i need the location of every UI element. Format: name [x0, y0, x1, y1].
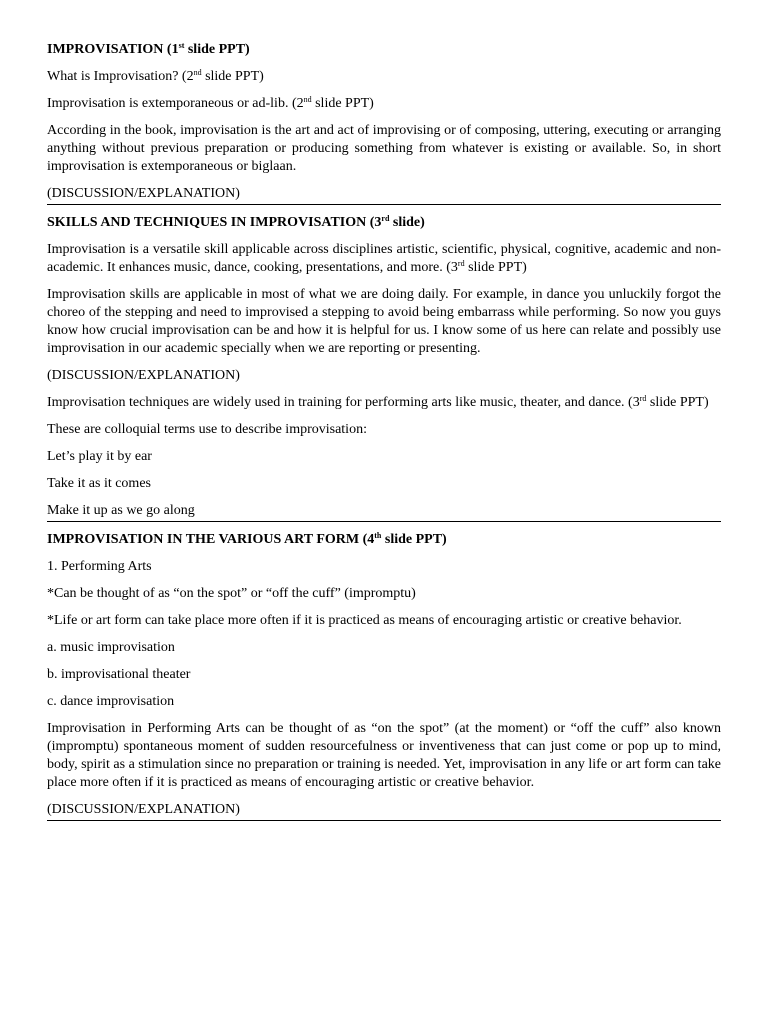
discussion-note: (DISCUSSION/EXPLANATION)	[47, 368, 240, 383]
ordinal-superscript: nd	[303, 95, 312, 104]
daily-use-paragraph: Improvisation skills are applicable in most of what we are doing daily. For example, in dance you unluckily forgot the choreo of the stepping and need to improvised a stepping to avoid being embarrass while performing. So now you guys know how crucial improvisation can be and how it is helpful for us. I know some of us here can relate and possibly use improvisation in our academic specially when we are reporting or presenting.	[47, 287, 721, 356]
sub-item-dance: c. dance improvisation	[47, 694, 175, 709]
paragraph-text: Improvisation techniques are widely used in training for performing arts like music, theater, and dance. (3	[47, 395, 640, 410]
ordinal-superscript: st	[178, 41, 185, 50]
paragraph-text-suffix: slide PPT)	[464, 260, 527, 275]
colloquial-intro: These are colloquial terms use to describe improvisation:	[47, 422, 367, 437]
question-text: What is Improvisation? (2	[47, 69, 194, 84]
colloquial-term: Let’s play it by ear	[47, 449, 152, 464]
discussion-note: (DISCUSSION/EXPLANATION)	[47, 185, 721, 205]
ordinal-superscript: rd	[639, 394, 647, 403]
heading-text: SKILLS AND TECHNIQUES IN IMPROVISATION (3	[47, 215, 382, 230]
paragraph-text-suffix: slide PPT)	[646, 395, 709, 410]
question-line	[47, 68, 721, 86]
colloquial-term: Make it up as we go along	[47, 502, 721, 522]
bullet-note: *Can be thought of as “on the spot” or “off the cuff” (impromptu)	[47, 586, 416, 601]
list-item-performing-arts: 1. Performing Arts	[47, 559, 152, 574]
sub-item-theater: b. improvisational theater	[47, 667, 191, 682]
definition-line	[47, 95, 721, 113]
colloquial-term: Take it as it comes	[47, 476, 151, 491]
paragraph-text: Improvisation is a versatile skill applicable across disciplines artistic, scientific, physical, cognitive, academic and non-academic. It enhances music, dance, cooking, presentations, and more. (3	[47, 242, 721, 275]
sub-item-music: a. music improvisation	[47, 640, 175, 655]
heading-text: IMPROVISATION IN THE VARIOUS ART FORM (4	[47, 532, 375, 547]
discussion-note: (DISCUSSION/EXPLANATION)	[47, 801, 721, 821]
heading-text-suffix: slide)	[389, 215, 425, 230]
skills-paragraph	[47, 241, 721, 277]
section-heading-skills-techniques	[47, 214, 721, 232]
performing-arts-paragraph: Improvisation in Performing Arts can be thought of as “on the spot” (at the moment) or “off the cuff” also known (impromptu) spontaneous moment of sudden resourcefulness or inventiveness that can just come or pop up to mind, body, spirit as a stimulation since no preparation or training is needed. Yet, improvisation in any life or art form can take place more often if it is practiced as means of encouraging artistic or creative behavior.	[47, 721, 721, 790]
bullet-note: *Life or art form can take place more often if it is practiced as means of encouraging artistic or creative behavior.	[47, 613, 682, 628]
heading-text-suffix: slide PPT)	[381, 532, 447, 547]
ordinal-superscript: rd	[381, 214, 390, 223]
ordinal-superscript: rd	[457, 259, 465, 268]
techniques-paragraph	[47, 394, 721, 412]
section-heading-improvisation	[47, 41, 721, 59]
definition-paragraph: According in the book, improvisation is the art and act of improvising or of composing, uttering, executing or arranging anything without previous preparation or producing something from whatever is existing or available. So, in short improvisation is extemporaneous or biglaan.	[47, 123, 721, 174]
question-text-suffix: slide PPT)	[201, 69, 264, 84]
heading-text-suffix: slide PPT)	[184, 42, 250, 57]
ordinal-superscript: nd	[193, 68, 202, 77]
definition-text: Improvisation is extemporaneous or ad-lib. (2	[47, 96, 304, 111]
definition-text-suffix: slide PPT)	[311, 96, 374, 111]
ordinal-superscript: th	[374, 531, 382, 540]
section-heading-art-forms	[47, 531, 721, 549]
heading-text: IMPROVISATION (1	[47, 42, 179, 57]
